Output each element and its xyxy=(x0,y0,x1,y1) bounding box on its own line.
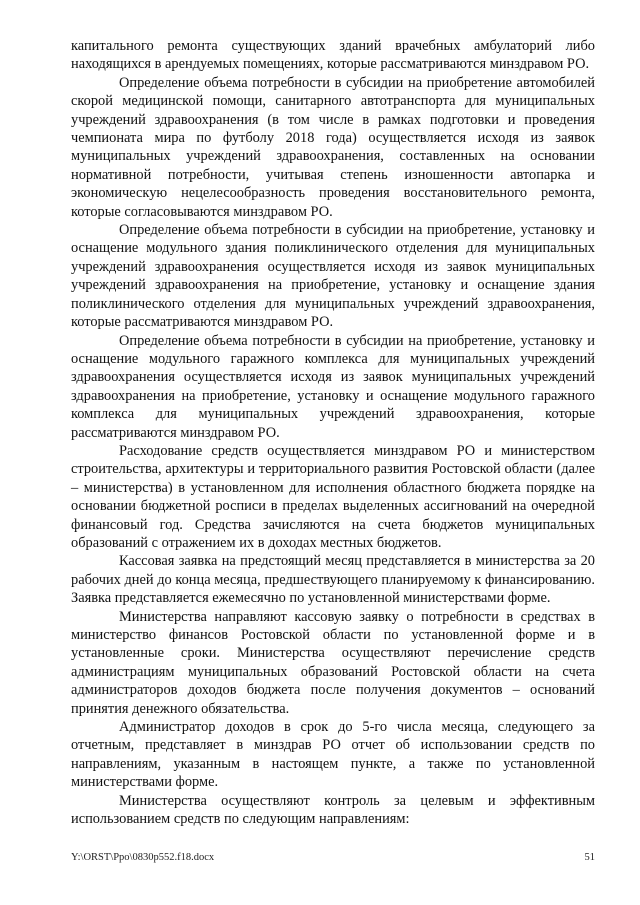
paragraph: Определение объема потребности в субсидии на приобретение автомобилей скорой медицинской помощи, санитарного автотранспорта для муниципальных учреждений здравоохранения (в том числе в рамках подготовки и проведения чемпионата мира по футболу 2018 года) осуществляется исходя из заявок муниципальных учреждений здравоохранения, составленных на основании нормативной потребности, учитывая степень изношенности автопарка и экономическую нецелесообразность проведения восстановительного ремонта, которые согласовываются минздравом РО. xyxy=(71,74,595,220)
page-number: 51 xyxy=(584,852,595,863)
paragraph: Расходование средств осуществляется минздравом РО и министерством строительства, архитектуры и территориального развития Ростовской области (далее – министерства) в установленном для исполнения областного бюджета порядке на основании бюджетной росписи в пределах выделенных ассигнований на очередной финансовый год. Средства зачисляются на счета бюджетов муниципальных образований с отражением их в доходах местных бюджетов. xyxy=(71,442,595,551)
paragraph: Министерства направляют кассовую заявку о потребности в средствах в министерство финансов Ростовской области по установленной форме и в установленные сроки. Министерства осуществляют перечисление средств администрациям муниципальных образований Ростовской области на счета администраторов доходов бюджета после получения документов – оснований принятия денежного обязательства. xyxy=(71,608,595,717)
paragraph: Кассовая заявка на предстоящий месяц представляется в министерства за 20 рабочих дней до конца месяца, предшествующего планируемому к финансированию. Заявка представляется ежемесячно по установленной министерствами форме. xyxy=(71,553,595,607)
paragraph: Администратор доходов в срок до 5-го числа месяца, следующего за отчетным, представляет в минздрав РО отчет об использовании средств по направлениям, указанным в настоящем пункте, а также по установленной министерствами форме. xyxy=(71,719,595,791)
document-body xyxy=(71,37,595,828)
paragraph: Министерства осуществляют контроль за целевым и эффективным использованием средств по следующим направлениям: xyxy=(71,792,595,828)
paragraph: капитального ремонта существующих зданий врачебных амбулаторий либо находящихся в арендуемых помещениях, которые рассматриваются минздравом РО. xyxy=(71,38,595,73)
file-path: Y:\ORST\Ppo\0830p552.f18.docx xyxy=(71,852,215,863)
paragraph: Определение объема потребности в субсидии на приобретение, установку и оснащение модульного здания поликлинического отделения для муниципальных учреждений здравоохранения осуществляется исходя из заявок муниципальных учреждений здравоохранения на приобретение, установку и оснащение здания поликлинического отделения для муниципальных учреждений здравоохранения, которые рассматриваются минздравом РО. xyxy=(71,222,595,331)
paragraph: Определение объема потребности в субсидии на приобретение, установку и оснащение модульного гаражного комплекса для муниципальных учреждений здравоохранения осуществляется исходя из заявок муниципальных учреждений здравоохранения на приобретение, установку и оснащение модульного гаражного комплекса для муниципальных учреждений здравоохранения, которые рассматриваются минздравом РО. xyxy=(71,332,595,441)
